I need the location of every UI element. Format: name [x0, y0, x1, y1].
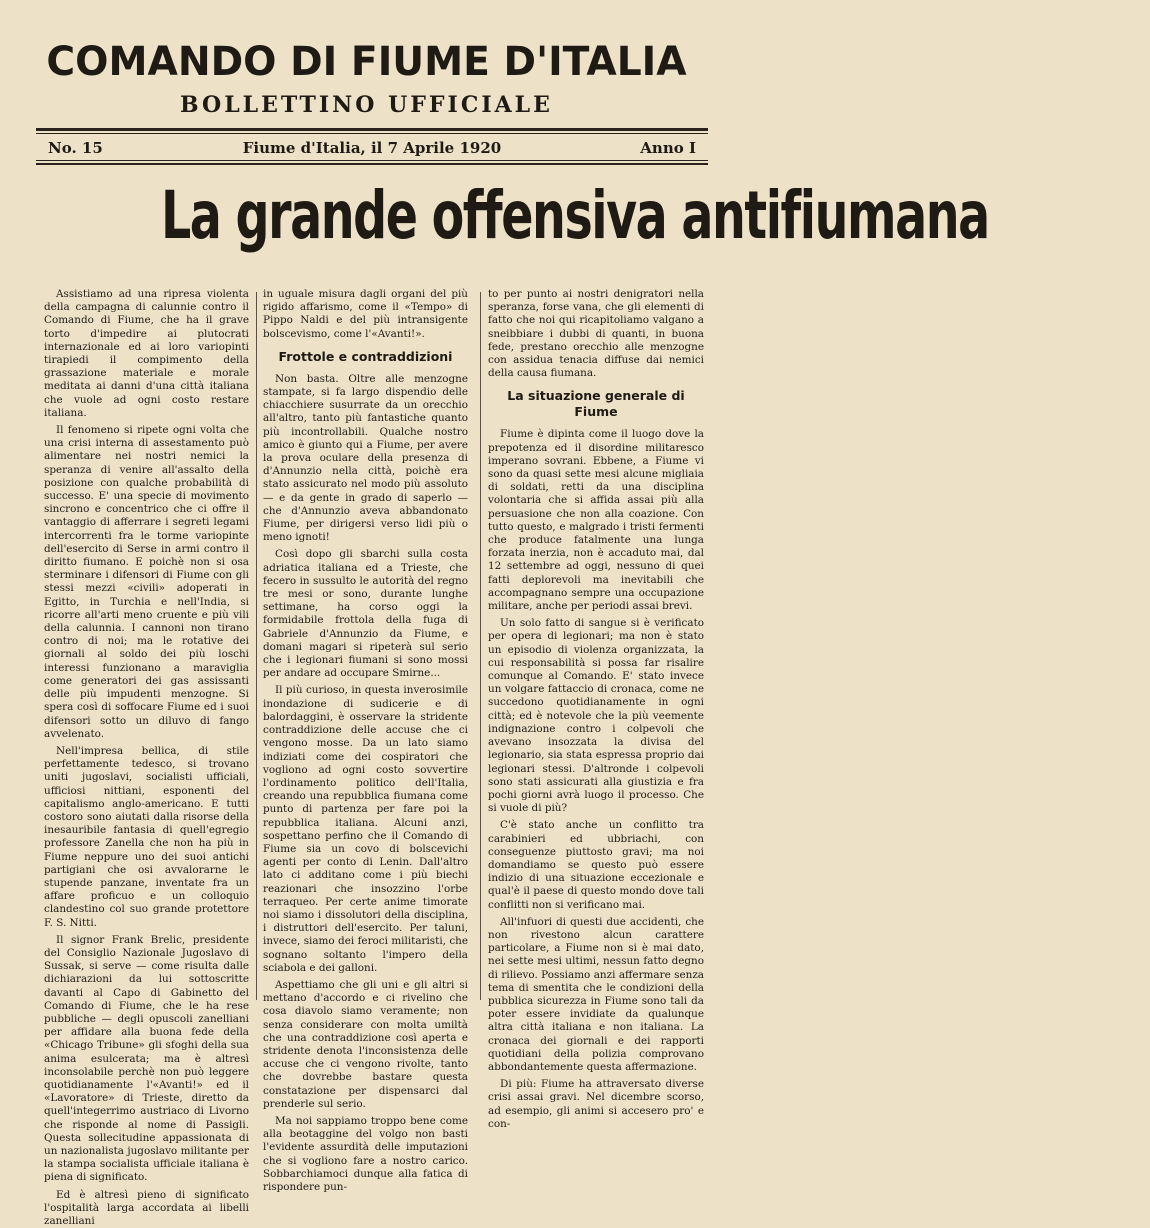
paragraph: Ma noi sappiamo troppo bene come alla beotaggine del volgo non basti l'evidente assurdità delle imputazioni che si vogliono fare a nostro carico. Sobbarchiamoci dunque alla fatica di rispondere pun-: [263, 1114, 468, 1193]
paragraph: Non basta. Oltre alle menzogne stampate, si fa largo dispendio delle chiacchiere susurrate da un orecchio all'altro, tanto più fantastiche quanto più incontrollabili. Qualche nostro amico è giunto qui a Fiume, per avere la prova oculare della presenza di d'Annunzio nella città, poichè era stato assicurato nel modo più assoluto — e da gente in grado di saperlo — che d'Annunzio aveva abbandonato Fiume, per dirigersi verso lidi più o meno ignoti!: [263, 372, 468, 544]
paragraph: Assistiamo ad una ripresa violenta della campagna di calunnie contro il Comando di Fiume, che ha il grave torto d'impedire ai plutocrati internazionale ed ai loro variopinti tirapiedi il compimento della grassazione materiale e morale meditata ai danni d'una città italiana che vuole ad ogni costo restare italiana.: [44, 288, 249, 419]
paragraph: C'è stato anche un conflitto tra carabinieri ed ubbriachi, con conseguenze piuttosto gravi; ma noi domandiamo se questo può essere indizio di una situazione eccezionale e qual'è il paese di questo mondo dove tali conflitti non si verificano mai.: [488, 819, 704, 911]
masthead-subtitle: BOLLETTINO UFFICIALE: [180, 92, 553, 118]
article-columns: [44, 288, 709, 1228]
column-divider: [256, 292, 257, 1000]
paragraph: to per punto ai nostri denigratori nella speranza, forse vana, che gli elementi di fatto che noi qui ricapitoliamo valgano a sneibbiare i dubbi di quanti, in buona fede, prestano orecchio alle menzogne con assidua tenacia diffuse dai nemici della causa fiumana.: [488, 288, 704, 380]
column-2: [263, 288, 468, 1193]
dateline-rule-thin: [36, 160, 708, 161]
paragraph: Fiume è dipinta come il luogo dove la prepotenza ed il disordine militaresco imperano sovrani. Ebbene, a Fiume vi sono da quasi sette mesi alcune migliaia di soldati, retti da una disciplina volontaria che si affida assai più alla persuasione che non alla coazione. Con tutto questo, e malgrado i tristi fermenti che produce fatalmente una lunga forzata inerzia, non è accaduto mai, dal 12 settembre ad oggi, nessuno di quei fatti deplorevoli ma inevitabili che accompagnano sempre una occupazione militare, anche per periodi assai brevi.: [488, 428, 704, 613]
column-1: [44, 288, 249, 1228]
masthead-title: COMANDO DI FIUME D'ITALIA: [46, 39, 687, 85]
paragraph: in uguale misura dagli organi del più rigido affarismo, come il «Tempo» di Pippo Naldi e del più intransigente bolscevismo, come l'«Avanti!».: [263, 288, 468, 340]
paragraph: Ed è altresì pieno di significato l'ospitalità larga accordata ai libelli zanelliani: [44, 1188, 249, 1228]
section-heading: La situazione generale di Fiume: [507, 388, 685, 420]
headline-text: La grande offensiva antifiumana: [160, 177, 989, 254]
headline: [0, 170, 989, 262]
section-heading: Frottole e contraddizioni: [278, 348, 453, 364]
issue-year: Anno I: [640, 139, 696, 157]
paragraph: Così dopo gli sbarchi sulla costa adriatica italiana ed a Trieste, che fecero in sussulto le autorità del regno tre mesi or sono, durante lunghe settimane, ha corso oggi la formidabile frottola della fuga di Gabriele d'Annunzio da Fiume, e domani magari si ripeterà sul serio che i legionari fiumani si sono mossi per andare ad occupare Smirne...: [263, 548, 468, 680]
paragraph: Nell'impresa bellica, di stile perfettamente tedesco, si trovano uniti jugoslavi, socialisti ufficiali, ufficiosi nittiani, esponenti del capitalismo anglo-americano. E tutti costoro sono aiutati dalla risorse della inesauribile fantasia di quell'egregio professore Zanella che non ha più in Fiume neppure uno dei suoi antichi partigiani che osi avvalorarne le stupende panzane, inventate fra un affare proficuo e un colloquio clandestino col suo grande protettore F. S. Nitti.: [44, 744, 249, 929]
paragraph: Il signor Frank Brelic, presidente del Consiglio Nazionale Jugoslavo di Sussak, si serve — come risulta dalle dichiarazioni da lui sottoscritte davanti al Capo di Gabinetto del Comando di Fiume, che le ha rese pubbliche — degli opuscoli zanelliani per affidare alla buona fede della «Chicago Tribune» gli sfoghi della sua anima esulcerata; ma è altresì inconsolabile perchè non può leggere quotidianamente l'«Avanti!» ed il «Lavoratore» di Trieste, diretto da quell'integerrimo austriaco di Livorno che risponde al nome di Passigli. Questa sollecitudine appassionata di un nazionalista jugoslavo militante per la stampa socialista ufficiale italiana è piena di significato.: [44, 933, 249, 1184]
column-3: [488, 288, 704, 1130]
dateline-rule: [36, 163, 708, 165]
paragraph: All'infuori di questi due accidenti, che non rivestono alcun carattere particolare, a Fiume non si è mai dato, nei sette mesi ultimi, nessun fatto degno di rilievo. Possiamo anzi affermare senza tema di smentita che le condizioni della pubblica sicurezza in Fiume sono tali da poter essere invidiate da qualunque altra città italiana e non italiana. La cronaca dei giornali e dei rapporti quotidiani della polizia comprovano abbondantemente questa affermazione.: [488, 915, 704, 1073]
paragraph: Un solo fatto di sangue si è verificato per opera di legionari; ma non è stato un episodio di violenza organizzata, la cui responsabilità si possa far risalire comunque al Comando. E' stato invece un volgare fattaccio di cronaca, come ne succedono quotidianamente in ogni città; ed è notevole che la più veemente indignazione contro i colpevoli che avevano insozzata la divisa del legionario, sia stata espressa proprio dai legionari stessi. D'altronde i colpevoli sono stati assicurati alla giustizia e fra pochi giorni avrà luogo il processo. Che si vuole di più?: [488, 617, 704, 815]
paragraph: Aspettiamo che gli uni e gli altri si mettano d'accordo e ci rivelino che cosa diavolo siamo veramente; non senza considerare con molta umiltà che una contraddizione così aperta e stridente denota l'inconsistenza delle accuse che ci vengono rivolte, tanto che dovrebbe bastare questa constatazione per dispensarci dal prenderle sul serio.: [263, 978, 468, 1110]
paragraph: Di più: Fiume ha attraversato diverse crisi assai gravi. Nel dicembre scorso, ad esempio, gli animi si accesero pro' e con-: [488, 1078, 704, 1130]
issue-number: No. 15: [48, 139, 103, 157]
paragraph: Il fenomeno si ripete ogni volta che una crisi interna di assestamento può alimentare nei nostri nemici la speranza di venire all'assalto della posizione con qualche probabilità di successo. E' una specie di movimento sincrono e concentrico che ci offre il vantaggio di afferrare i segreti legami intercorrenti fra le torme variopinte dell'esercito di Serse in armi contro il diritto fiumano. E poichè non si osa sterminare i difensori di Fiume con gli stessi mezzi «civili» adoperati in Egitto, in Turchia e nell'India, si ricorre all'arti meno cruente e più vili della calunnia. I cannoni non tirano contro di noi; ma le rotative dei giornali al soldo dei più loschi interessi funzionano a maraviglia come generatori dei gas assissanti delle più impudenti menzogne. Si spera così di soffocare Fiume ed i suoi difensori sotto un diluvo di fango avvelenato.: [44, 424, 249, 740]
column-divider: [480, 292, 481, 1000]
top-rule: [36, 128, 708, 131]
paragraph: Il più curioso, in questa inverosimile inondazione di sudicerie e di balordaggini, è osservare la stridente contraddizione delle accuse che ci vengono mosse. Da un lato siamo indiziati come dei cospiratori che vogliono ad ogni costo sovvertire l'ordinamento politico dell'Italia, creando una repubblica fiumana come punto di partenza per fare poi la repubblica italiana. Alcuni anzi, sospettano perfino che il Comando di Fiume sia un covo di bolscevichi agenti per conto di Lenin. Dall'altro lato ci additano come i più biechi reazionari che insozzino l'orbe terraqueo. Per certe anime timorate noi siamo i dissolutori della disciplina, i distruttori dell'esercito. Per taluni, invece, siamo dei feroci militaristi, che sognano soltanto l'impero della sciabola e dei galloni.: [263, 684, 468, 974]
issue-date: Fiume d'Italia, il 7 Aprile 1920: [242, 139, 502, 157]
top-rule-thin: [36, 133, 708, 134]
dateline: [48, 138, 696, 158]
